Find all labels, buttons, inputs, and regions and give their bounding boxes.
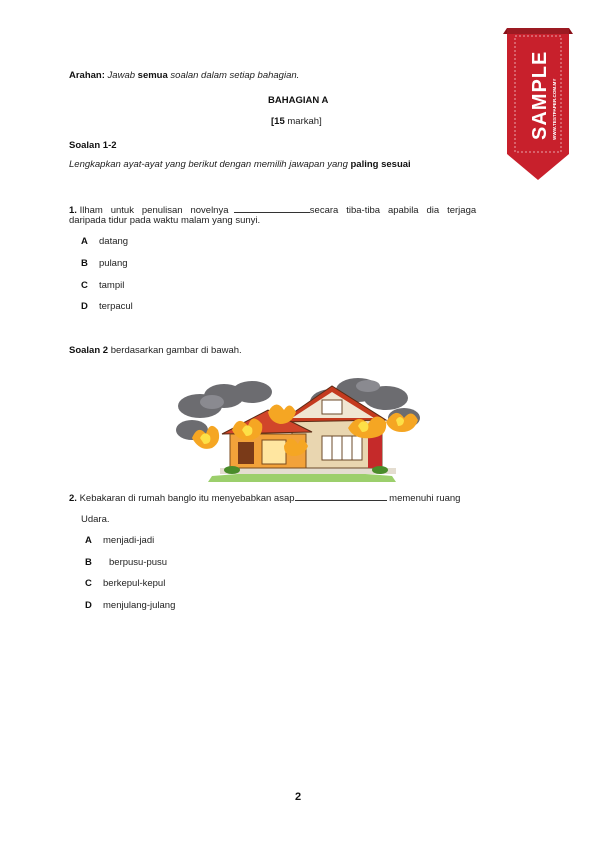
q1-number: 1. (69, 205, 77, 216)
marks-bracket: [ (271, 116, 275, 127)
marks-number: 15 (274, 116, 285, 127)
instruction-bold: paling sesuai (350, 159, 411, 170)
sample-ribbon (501, 22, 575, 182)
directions (69, 70, 299, 81)
section-marks (271, 116, 322, 127)
option-text: tampil (99, 280, 125, 291)
option-letter: D (85, 600, 92, 611)
option-text: pulang (99, 258, 128, 269)
option-text: datang (99, 236, 129, 247)
q1-option-a[interactable] (81, 236, 128, 247)
q2-text-a: Kebakaran di rumah banglo itu menyebabkan asap (79, 493, 295, 504)
option-text: berkepul-kepul (103, 578, 166, 589)
q2-option-a[interactable] (85, 535, 154, 546)
marks-label: markah] (287, 116, 322, 127)
q1-answer-blank[interactable] (234, 203, 310, 213)
group-instruction (69, 159, 411, 170)
q2-answer-blank[interactable] (295, 491, 387, 501)
option-text: terpacul (99, 301, 133, 312)
q1-option-d[interactable] (81, 301, 133, 312)
group-title: Soalan 1-2 (69, 140, 117, 151)
q1-text-b: secara tiba-tiba apabila dia terjaga (309, 205, 477, 216)
option-text: menjadi-jadi (103, 535, 155, 546)
page-number: 2 (295, 791, 302, 803)
option-letter: B (81, 258, 88, 269)
q2-intro-bold: Soalan 2 (69, 345, 109, 356)
directions-bold: semua (137, 70, 168, 81)
option-letter: A (81, 236, 88, 247)
q2-text-c: Udara. (81, 514, 110, 525)
q2-intro (69, 345, 242, 356)
option-letter: C (81, 280, 88, 291)
q2-number: 2. (69, 493, 77, 504)
option-letter: D (81, 301, 88, 312)
option-text: berpusu-pusu (109, 557, 168, 568)
option-letter: A (85, 535, 92, 546)
directions-part1: Jawab (107, 70, 136, 81)
q2-option-d[interactable] (85, 600, 175, 611)
q1-option-b[interactable] (81, 258, 128, 269)
option-letter: B (85, 557, 92, 568)
q1-option-c[interactable] (81, 280, 124, 291)
option-text: menjulang-julang (103, 600, 176, 611)
option-letter: C (85, 578, 92, 589)
instruction-text: Lengkapkan ayat-ayat yang berikut dengan memilih jawapan yang (69, 159, 348, 170)
q2-option-b[interactable] (85, 557, 167, 568)
q2-option-c[interactable] (85, 578, 165, 589)
q1-text-c: daripada tidur pada waktu malam yang sunyi. (69, 215, 261, 226)
burning-house-image (172, 372, 428, 484)
q1-text-a: Ilham untuk penulisan novelnya (79, 205, 229, 216)
q2-line1 (69, 491, 460, 504)
sample-site: WWW.TESTPAPER.COM.MY (552, 78, 557, 140)
q2-intro-rest: berdasarkan gambar di bawah. (110, 345, 242, 356)
sample-text: SAMPLE (529, 50, 551, 140)
directions-label: Arahan: (69, 70, 105, 81)
q2-text-b: memenuhi ruang (389, 493, 461, 504)
directions-part2: soalan dalam setiap bahagian. (170, 70, 300, 81)
section-title: BAHAGIAN A (268, 95, 329, 106)
